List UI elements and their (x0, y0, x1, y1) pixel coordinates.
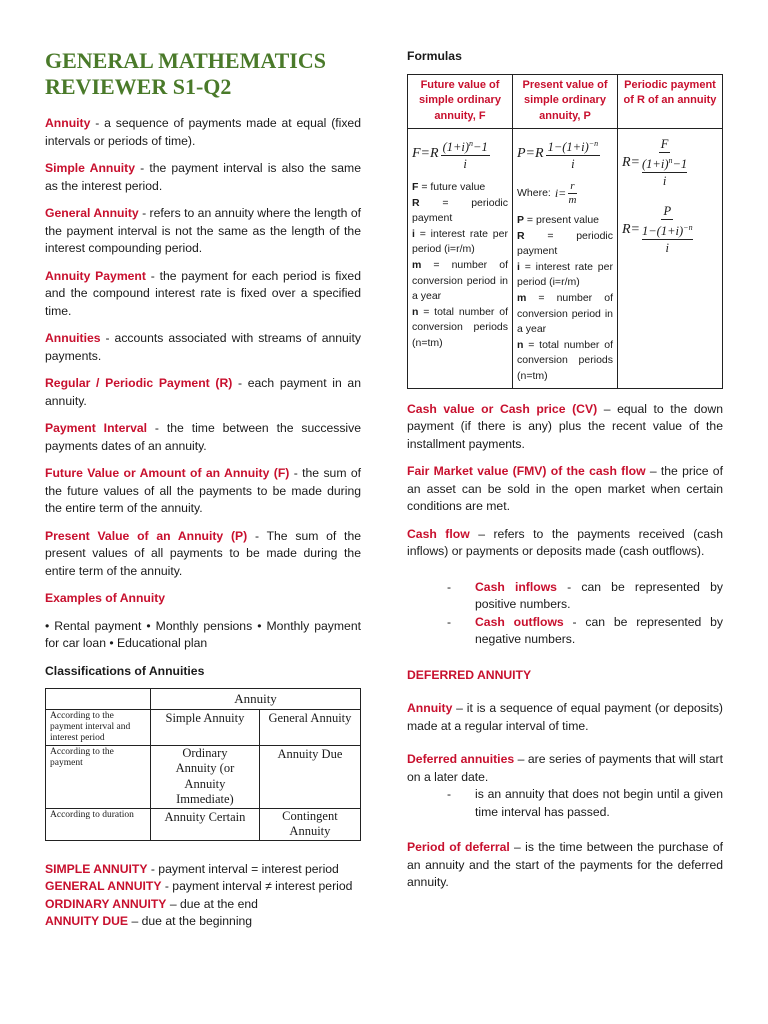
classifications-heading: Classifications of Annuities (45, 663, 205, 678)
examples-list: • Rental payment • Monthly pensions • Monthly payment for car loan • Educational plan (45, 618, 361, 650)
periodic-payment-cell (618, 128, 723, 388)
classification-table (45, 688, 361, 841)
table-row: According to the payment Ordinary Annuity (or Annuity Immediate) Annuity Due (46, 745, 361, 808)
paragraph: Period of deferral – is the time between the purchase of an annuity and the start of the payments for the deferred annuity. (407, 840, 723, 890)
definition: Annuities - accounts associated with streams of annuity payments. (45, 331, 361, 363)
examples-heading: Examples of Annuity (45, 591, 166, 605)
formulas-label: Formulas (407, 49, 462, 63)
list-item: - is an annuity that does not begin until a given time interval has passed. (447, 787, 723, 819)
list-item: SIMPLE ANNUITY - payment interval = interest period (45, 861, 339, 876)
future-value-cell: F=R $\frac{(1+i)^n-1}{i}$ F = future value R = periodic payment i = interest rate per period (i=r/m) m = number of conversion period in a year n = total number of conversion periods (n=tm) (408, 128, 513, 388)
definition: Annuity Payment - the payment for each period is fixed and the compound interest rate is fixed over a specified time. (45, 268, 361, 318)
paragraph: Deferred annuities – are series of payments that will start on a later date. (407, 752, 723, 784)
page-title: GENERAL MATHEMATICS REVIEWER S1-Q2 (45, 48, 326, 99)
definition: Payment Interval - the time between the successive payments dates of an annuity. (45, 421, 361, 453)
definition: Regular / Periodic Payment (R) - each payment in an annuity. (45, 376, 361, 408)
definition: Present Value of an Annuity (P) - The sum of the present values of all payments to be made during the entire term of the annuity. (45, 528, 361, 578)
future-value-formula: F=R $\frac{(1+i)^n-1}{i}$ (412, 136, 508, 172)
periodic-payment-formula-p: R= P $1-(1+i)^{-n}$ i (622, 204, 693, 256)
deferred-heading: DEFERRED ANNUITY (407, 667, 532, 682)
table-header: Annuity (151, 689, 361, 710)
list-item: ORDINARY ANNUITY – due at the end (45, 896, 258, 911)
right-column (407, 48, 723, 902)
paragraph: Annuity – it is a sequence of equal payment (or deposits) made at a regular interval of time. (407, 701, 723, 733)
formulas-table: Future value of simple ordinary annuity, F Present value of simple ordinary annuity, P Periodic payment of R of an annuity F=R $\frac{(1+i)^n-1}{i}$ F = future value R = periodic payment i = interest rate per period (i=r/m) m = number of conversion period in a year n = total number of conversion periods (n=tm) P=R $\frac{1-(1+i)^{-n}}{i}$ Where: i= $\frac{r}{m}$ P = present value R = periodic payment i = interest rate per period (i=r/m) m = number of conversion period in a year n = total number of conversion periods (n=tm) R= F $(1+i)^n-1$ i R= P $1-(1+i)^{-n}$ i (407, 74, 723, 389)
definition: General Annuity - refers to an annuity where the length of the payment interval is not the same as the length of the interest compounding period. (45, 206, 362, 255)
left-column (45, 48, 361, 931)
list-item: - Cash outflows - can be represented by negative numbers. (447, 614, 723, 647)
periodic-payment-formula-f: R= F $(1+i)^n-1$ i (622, 136, 688, 189)
paragraph: Fair Market value (FMV) of the cash flow – the price of an asset can be sold in the open market when certain conditions are met. (407, 464, 723, 514)
definition: Simple Annuity - the payment interval is also the same as the interest period. (45, 161, 361, 193)
present-value-cell: P=R $\frac{1-(1+i)^{-n}}{i}$ Where: i= $\frac{r}{m}$ P = present value R = periodic payment i = interest rate per period (i=r/m) m = number of conversion period in a year n = total number of conversion periods (n=tm) (513, 128, 618, 388)
paragraph: Cash flow – refers to the payments received (cash inflows) or payments or deposits made (cash outflows). (407, 526, 723, 559)
list-item: - Cash inflows - can be represented by positive numbers. (447, 579, 723, 612)
present-value-formula: P=R $\frac{1-(1+i)^{-n}}{i}$ (517, 136, 613, 172)
paragraph: Cash value or Cash price (CV) – equal to the down payment (if there is any) plus the recent value of the installment payments. (407, 401, 723, 451)
definition: Annuity - a sequence of payments made at equal (fixed intervals or periods of time). (45, 116, 361, 148)
table-row: According to duration Annuity Certain Contingent Annuity (46, 808, 361, 840)
definition: Future Value or Amount of an Annuity (F) - the sum of the future values of all the payments to be made during the entire term of the annuity. (45, 466, 362, 515)
table-row: According to the payment interval and interest period Simple Annuity General Annuity (46, 709, 361, 745)
summary-list (45, 861, 361, 931)
list-item: GENERAL ANNUITY - payment interval ≠ interest period (45, 879, 353, 893)
list-item: ANNUITY DUE – due at the beginning (45, 914, 253, 928)
